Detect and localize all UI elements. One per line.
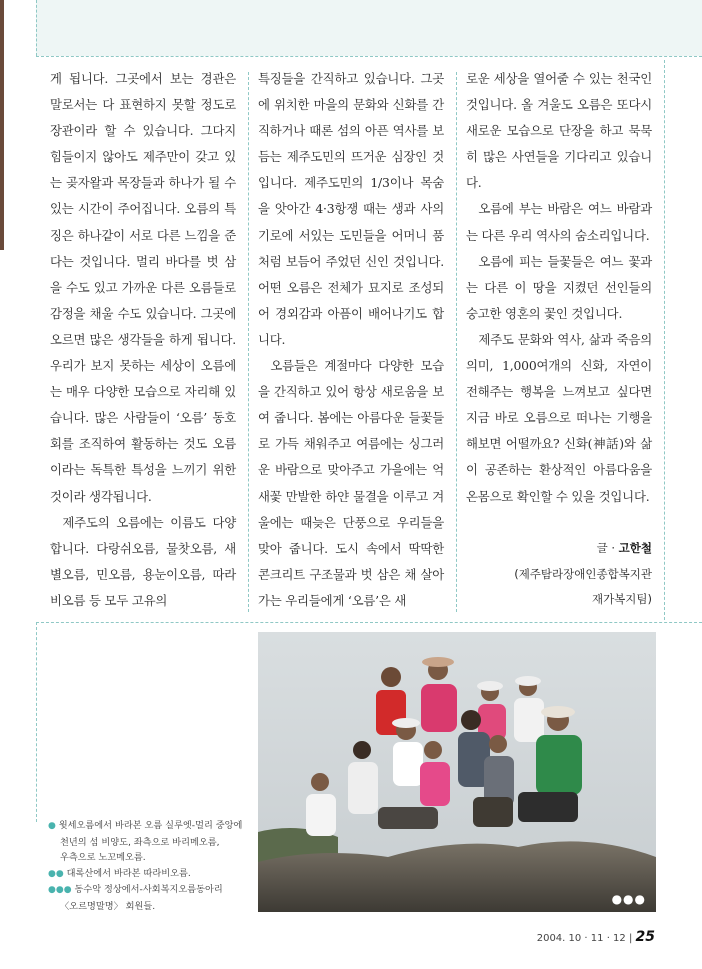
paragraph: 오름들은 계절마다 다양한 모습을 간직하고 있어 항상 새로움을 보여 줍니다. 봄에는 아름다운 들꽃들로 가득 채워주고 여름에는 싱그러운 바람으로 맞아주고 가을에는 억새꽃 만발한 하얀 물결을 이루고 겨울에는 때늦은 단풍으로 우리들을 맞아 줍니다. 도시 속에서 딱딱한 콘크리트 구조물과 벗 삼은 채 살아가는 우리들에게 ‘오름’은 새 xyxy=(258,358,444,608)
issue-date: 2004. 10 · 11 · 12 | xyxy=(536,933,633,944)
text-column-1 xyxy=(50,66,236,614)
page-footer xyxy=(537,929,655,945)
caption-2 xyxy=(48,866,248,883)
text-column-3 xyxy=(466,66,652,510)
author-prefix: 글 · xyxy=(596,541,619,555)
author-credit xyxy=(466,540,652,556)
paragraph: 제주도의 오름에는 이름도 다양합니다. 다랑쉬오름, 물찻오름, 새별오름, 민오름, 용눈이오름, 따라비오름 등 모두 고유의 xyxy=(50,514,236,608)
author-name: 고한철 xyxy=(618,541,652,555)
photo-captions xyxy=(48,818,248,915)
caption-line: 천년의 섬 비양도, 좌측으로 바리메오름, xyxy=(60,836,220,848)
caption-3 xyxy=(48,882,248,914)
column-divider xyxy=(456,72,457,612)
photo-marker: ●●● xyxy=(611,892,646,906)
divider xyxy=(36,56,702,57)
caption-line: 동수악 정상에서-사회복지오름동아리 xyxy=(74,884,223,896)
top-photo-strip xyxy=(36,0,702,56)
divider xyxy=(36,622,37,822)
caption-1 xyxy=(48,818,248,866)
paragraph: 제주도 문화와 역사, 삶과 죽음의 의미, 1,000여개의 신화, 자연이 전해주는 행복을 느껴보고 싶다면 지금 바로 오름으로 떠나는 기행을 해보면 어떨까요? 신화(神話)와 삶이 공존하는 환상적인 아름다움을 온몸으로 확인할 수 있을 것입니다. xyxy=(466,331,652,504)
page-number: 25 xyxy=(635,929,655,945)
divider xyxy=(36,622,702,623)
group-photo xyxy=(258,632,656,912)
paragraph: 게 됩니다. 그곳에서 보는 경관은 말로서는 다 표현하지 못할 정도로 장관이라 할 수 있습니다. 그다지 힘들이지 않아도 제주만이 갖고 있는 곶자왈과 목장들과 하나가 될 수 있는 시간이 주어집니다. 오름의 특징은 하나같이 서로 다른 느낌을 준다는 것입니다. 멀리 바다를 벗 삼을 수도 있고 가까운 다른 오름들로 감정을 채울 수도 있습니다. 그곳에 오르면 많은 생각들을 하게 됩니다. 우리가 보지 못하는 세상이 오름에는 매우 다양한 모습으로 자리해 있습니다. 많은 사람들이 ‘오름’ 동호회를 조직하여 활동하는 것도 오름이라는 독특한 특성을 느끼기 위한 것이라 생각됩니다. xyxy=(50,71,236,504)
paragraph: 오름에 부는 바람은 여느 바람과는 다른 우리 역사의 숨소리입니다. xyxy=(466,201,652,243)
bullet-icon: ●●● xyxy=(48,885,72,896)
bullet-icon: ●● xyxy=(48,868,64,879)
paragraph: 로운 세상을 열어줄 수 있는 천국인 것입니다. 올 겨울도 오름은 또다시 새로운 모습으로 단장을 하고 묵묵히 많은 사연들을 기다리고 있습니다. xyxy=(466,71,652,191)
column-divider xyxy=(248,72,249,612)
group-photo-illustration xyxy=(258,632,656,912)
author-affiliation: (제주탐라장애인종합복지관 xyxy=(514,567,652,581)
divider xyxy=(36,0,37,56)
previous-page-photo-edge xyxy=(0,0,4,250)
text-column-2 xyxy=(258,66,444,614)
bullet-icon: ● xyxy=(48,821,56,831)
caption-line: 윗세오름에서 바라본 오름 실루엣-멀리 중앙에 xyxy=(58,820,243,831)
caption-line: 〈오르명말명〉 회원들. xyxy=(60,900,156,912)
caption-line: 우측으로 노꼬메오름. xyxy=(60,852,146,864)
paragraph: 오름에 피는 들꽃들은 여느 꽃과는 다른 이 땅을 지켰던 선인들의 숭고한 영혼의 꽃인 것입니다. xyxy=(466,253,652,321)
caption-line: 대록산에서 바라본 따라비오름. xyxy=(66,867,191,879)
paragraph: 특징들을 간직하고 있습니다. 그곳에 위치한 마을의 문화와 신화를 간직하거나 때론 섬의 아픈 역사를 보듬는 제주도민의 뜨거운 심장인 것입니다. 제주도민의 1/3이나 목숨을 앗아간 4·3항쟁 때는 생과 사의 기로에 서있는 도민들을 어머니 품처럼 보듬어 주었던 신인 것입니다. 어떤 오름은 전체가 묘지로 조성되어 경외감과 아픔이 배어나기도 합니다. xyxy=(258,71,444,347)
author-affiliation: 재가복지팀) xyxy=(591,592,652,606)
column-divider xyxy=(664,60,665,620)
